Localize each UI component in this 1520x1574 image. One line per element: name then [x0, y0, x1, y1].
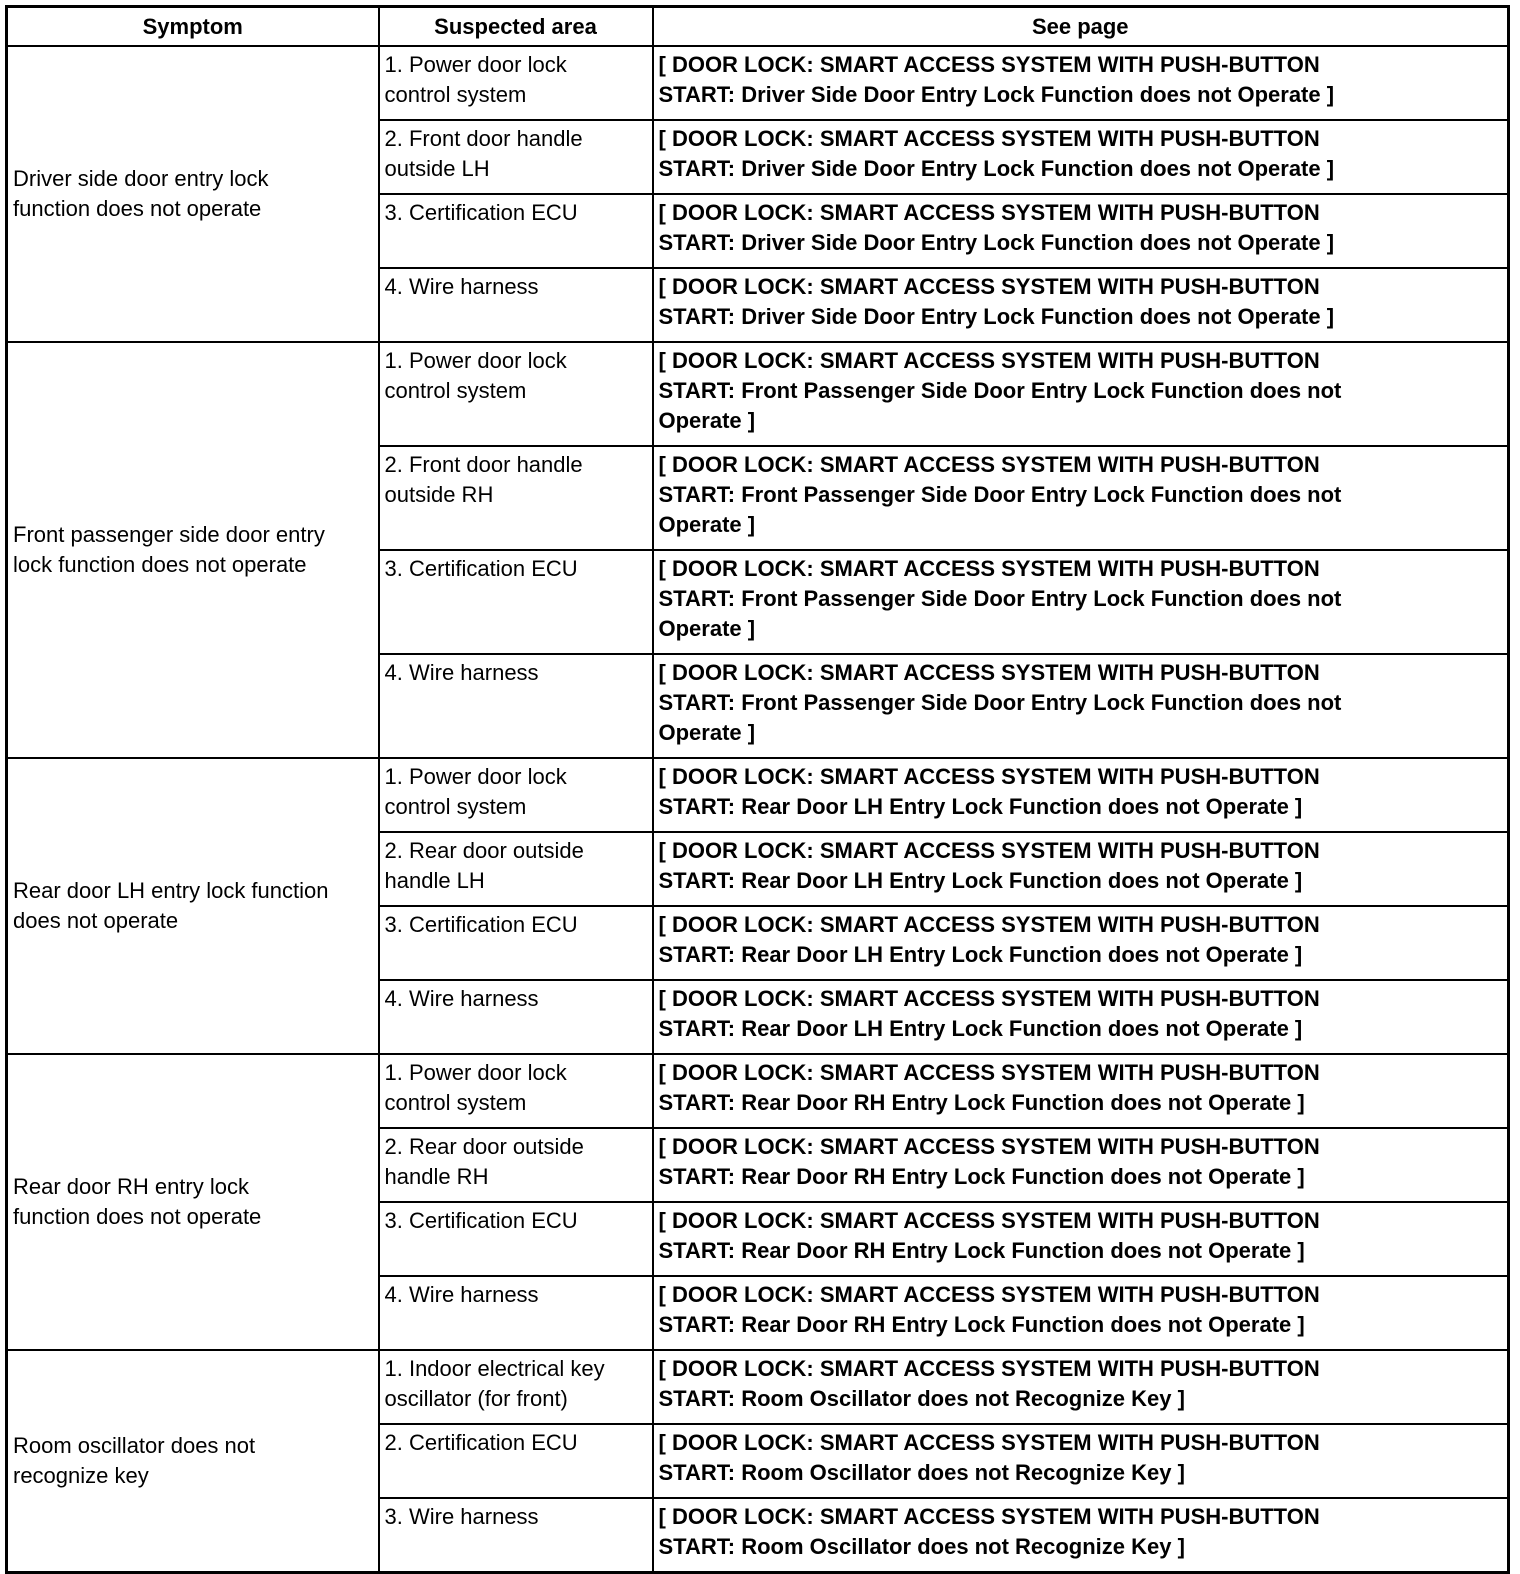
suspected-area-cell: 4. Wire harness	[379, 268, 653, 342]
table-row	[7, 46, 1509, 120]
see-page-link[interactable]: [ DOOR LOCK: SMART ACCESS SYSTEM WITH PUSH-BUTTON START: Front Passenger Side Door Entry Lock Function does not Operate ]	[653, 446, 1509, 550]
suspected-area-cell: 2. Certification ECU	[379, 1424, 653, 1498]
suspected-area-cell: 3. Certification ECU	[379, 906, 653, 980]
suspected-area-cell: 3. Certification ECU	[379, 1202, 653, 1276]
see-page-link[interactable]: [ DOOR LOCK: SMART ACCESS SYSTEM WITH PUSH-BUTTON START: Front Passenger Side Door Entry Lock Function does not Operate ]	[653, 654, 1509, 758]
see-page-link[interactable]: [ DOOR LOCK: SMART ACCESS SYSTEM WITH PUSH-BUTTON START: Rear Door RH Entry Lock Function does not Operate ]	[653, 1054, 1509, 1128]
suspected-area-cell: 1. Power door lock control system	[379, 1054, 653, 1128]
suspected-area-cell: 2. Rear door outside handle LH	[379, 832, 653, 906]
see-page-link[interactable]: [ DOOR LOCK: SMART ACCESS SYSTEM WITH PUSH-BUTTON START: Front Passenger Side Door Entry Lock Function does not Operate ]	[653, 342, 1509, 446]
suspected-area-cell: 2. Front door handle outside RH	[379, 446, 653, 550]
suspected-area-cell: 4. Wire harness	[379, 980, 653, 1054]
see-page-link[interactable]: [ DOOR LOCK: SMART ACCESS SYSTEM WITH PUSH-BUTTON START: Driver Side Door Entry Lock Function does not Operate ]	[653, 120, 1509, 194]
see-page-link[interactable]: [ DOOR LOCK: SMART ACCESS SYSTEM WITH PUSH-BUTTON START: Rear Door LH Entry Lock Function does not Operate ]	[653, 906, 1509, 980]
suspected-area-cell: 3. Certification ECU	[379, 194, 653, 268]
table-row	[7, 758, 1509, 832]
see-page-link[interactable]: [ DOOR LOCK: SMART ACCESS SYSTEM WITH PUSH-BUTTON START: Rear Door RH Entry Lock Function does not Operate ]	[653, 1276, 1509, 1350]
see-page-link[interactable]: [ DOOR LOCK: SMART ACCESS SYSTEM WITH PUSH-BUTTON START: Rear Door RH Entry Lock Function does not Operate ]	[653, 1202, 1509, 1276]
see-page-link[interactable]: [ DOOR LOCK: SMART ACCESS SYSTEM WITH PUSH-BUTTON START: Driver Side Door Entry Lock Function does not Operate ]	[653, 268, 1509, 342]
see-page-link[interactable]: [ DOOR LOCK: SMART ACCESS SYSTEM WITH PUSH-BUTTON START: Driver Side Door Entry Lock Function does not Operate ]	[653, 194, 1509, 268]
symptom-cell: Room oscillator does not recognize key	[7, 1350, 379, 1573]
see-page-link[interactable]: [ DOOR LOCK: SMART ACCESS SYSTEM WITH PUSH-BUTTON START: Rear Door LH Entry Lock Function does not Operate ]	[653, 758, 1509, 832]
symptom-cell: Rear door LH entry lock function does not operate	[7, 758, 379, 1054]
see-page-link[interactable]: [ DOOR LOCK: SMART ACCESS SYSTEM WITH PUSH-BUTTON START: Room Oscillator does not Recognize Key ]	[653, 1498, 1509, 1573]
suspected-area-cell: 3. Certification ECU	[379, 550, 653, 654]
symptom-cell: Driver side door entry lock function does not operate	[7, 46, 379, 342]
see-page-link[interactable]: [ DOOR LOCK: SMART ACCESS SYSTEM WITH PUSH-BUTTON START: Front Passenger Side Door Entry Lock Function does not Operate ]	[653, 550, 1509, 654]
suspected-area-cell: 1. Power door lock control system	[379, 758, 653, 832]
suspected-area-cell: 4. Wire harness	[379, 1276, 653, 1350]
header-symptom: Symptom	[7, 7, 379, 47]
header-row	[7, 7, 1509, 47]
suspected-area-cell: 1. Power door lock control system	[379, 342, 653, 446]
see-page-link[interactable]: [ DOOR LOCK: SMART ACCESS SYSTEM WITH PUSH-BUTTON START: Room Oscillator does not Recognize Key ]	[653, 1424, 1509, 1498]
suspected-area-cell: 1. Indoor electrical key oscillator (for front)	[379, 1350, 653, 1424]
table-row	[7, 342, 1509, 446]
suspected-area-cell: 2. Front door handle outside LH	[379, 120, 653, 194]
header-see-page: See page	[653, 7, 1509, 47]
symptom-cell: Rear door RH entry lock function does not operate	[7, 1054, 379, 1350]
see-page-link[interactable]: [ DOOR LOCK: SMART ACCESS SYSTEM WITH PUSH-BUTTON START: Room Oscillator does not Recognize Key ]	[653, 1350, 1509, 1424]
suspected-area-cell: 2. Rear door outside handle RH	[379, 1128, 653, 1202]
suspected-area-cell: 3. Wire harness	[379, 1498, 653, 1573]
table-row	[7, 1350, 1509, 1424]
symptom-cell: Front passenger side door entry lock function does not operate	[7, 342, 379, 758]
table-row	[7, 1054, 1509, 1128]
suspected-area-cell: 4. Wire harness	[379, 654, 653, 758]
troubleshooting-table	[5, 5, 1510, 1574]
header-suspected-area: Suspected area	[379, 7, 653, 47]
suspected-area-cell: 1. Power door lock control system	[379, 46, 653, 120]
see-page-link[interactable]: [ DOOR LOCK: SMART ACCESS SYSTEM WITH PUSH-BUTTON START: Driver Side Door Entry Lock Function does not Operate ]	[653, 46, 1509, 120]
see-page-link[interactable]: [ DOOR LOCK: SMART ACCESS SYSTEM WITH PUSH-BUTTON START: Rear Door LH Entry Lock Function does not Operate ]	[653, 832, 1509, 906]
see-page-link[interactable]: [ DOOR LOCK: SMART ACCESS SYSTEM WITH PUSH-BUTTON START: Rear Door LH Entry Lock Function does not Operate ]	[653, 980, 1509, 1054]
see-page-link[interactable]: [ DOOR LOCK: SMART ACCESS SYSTEM WITH PUSH-BUTTON START: Rear Door RH Entry Lock Function does not Operate ]	[653, 1128, 1509, 1202]
